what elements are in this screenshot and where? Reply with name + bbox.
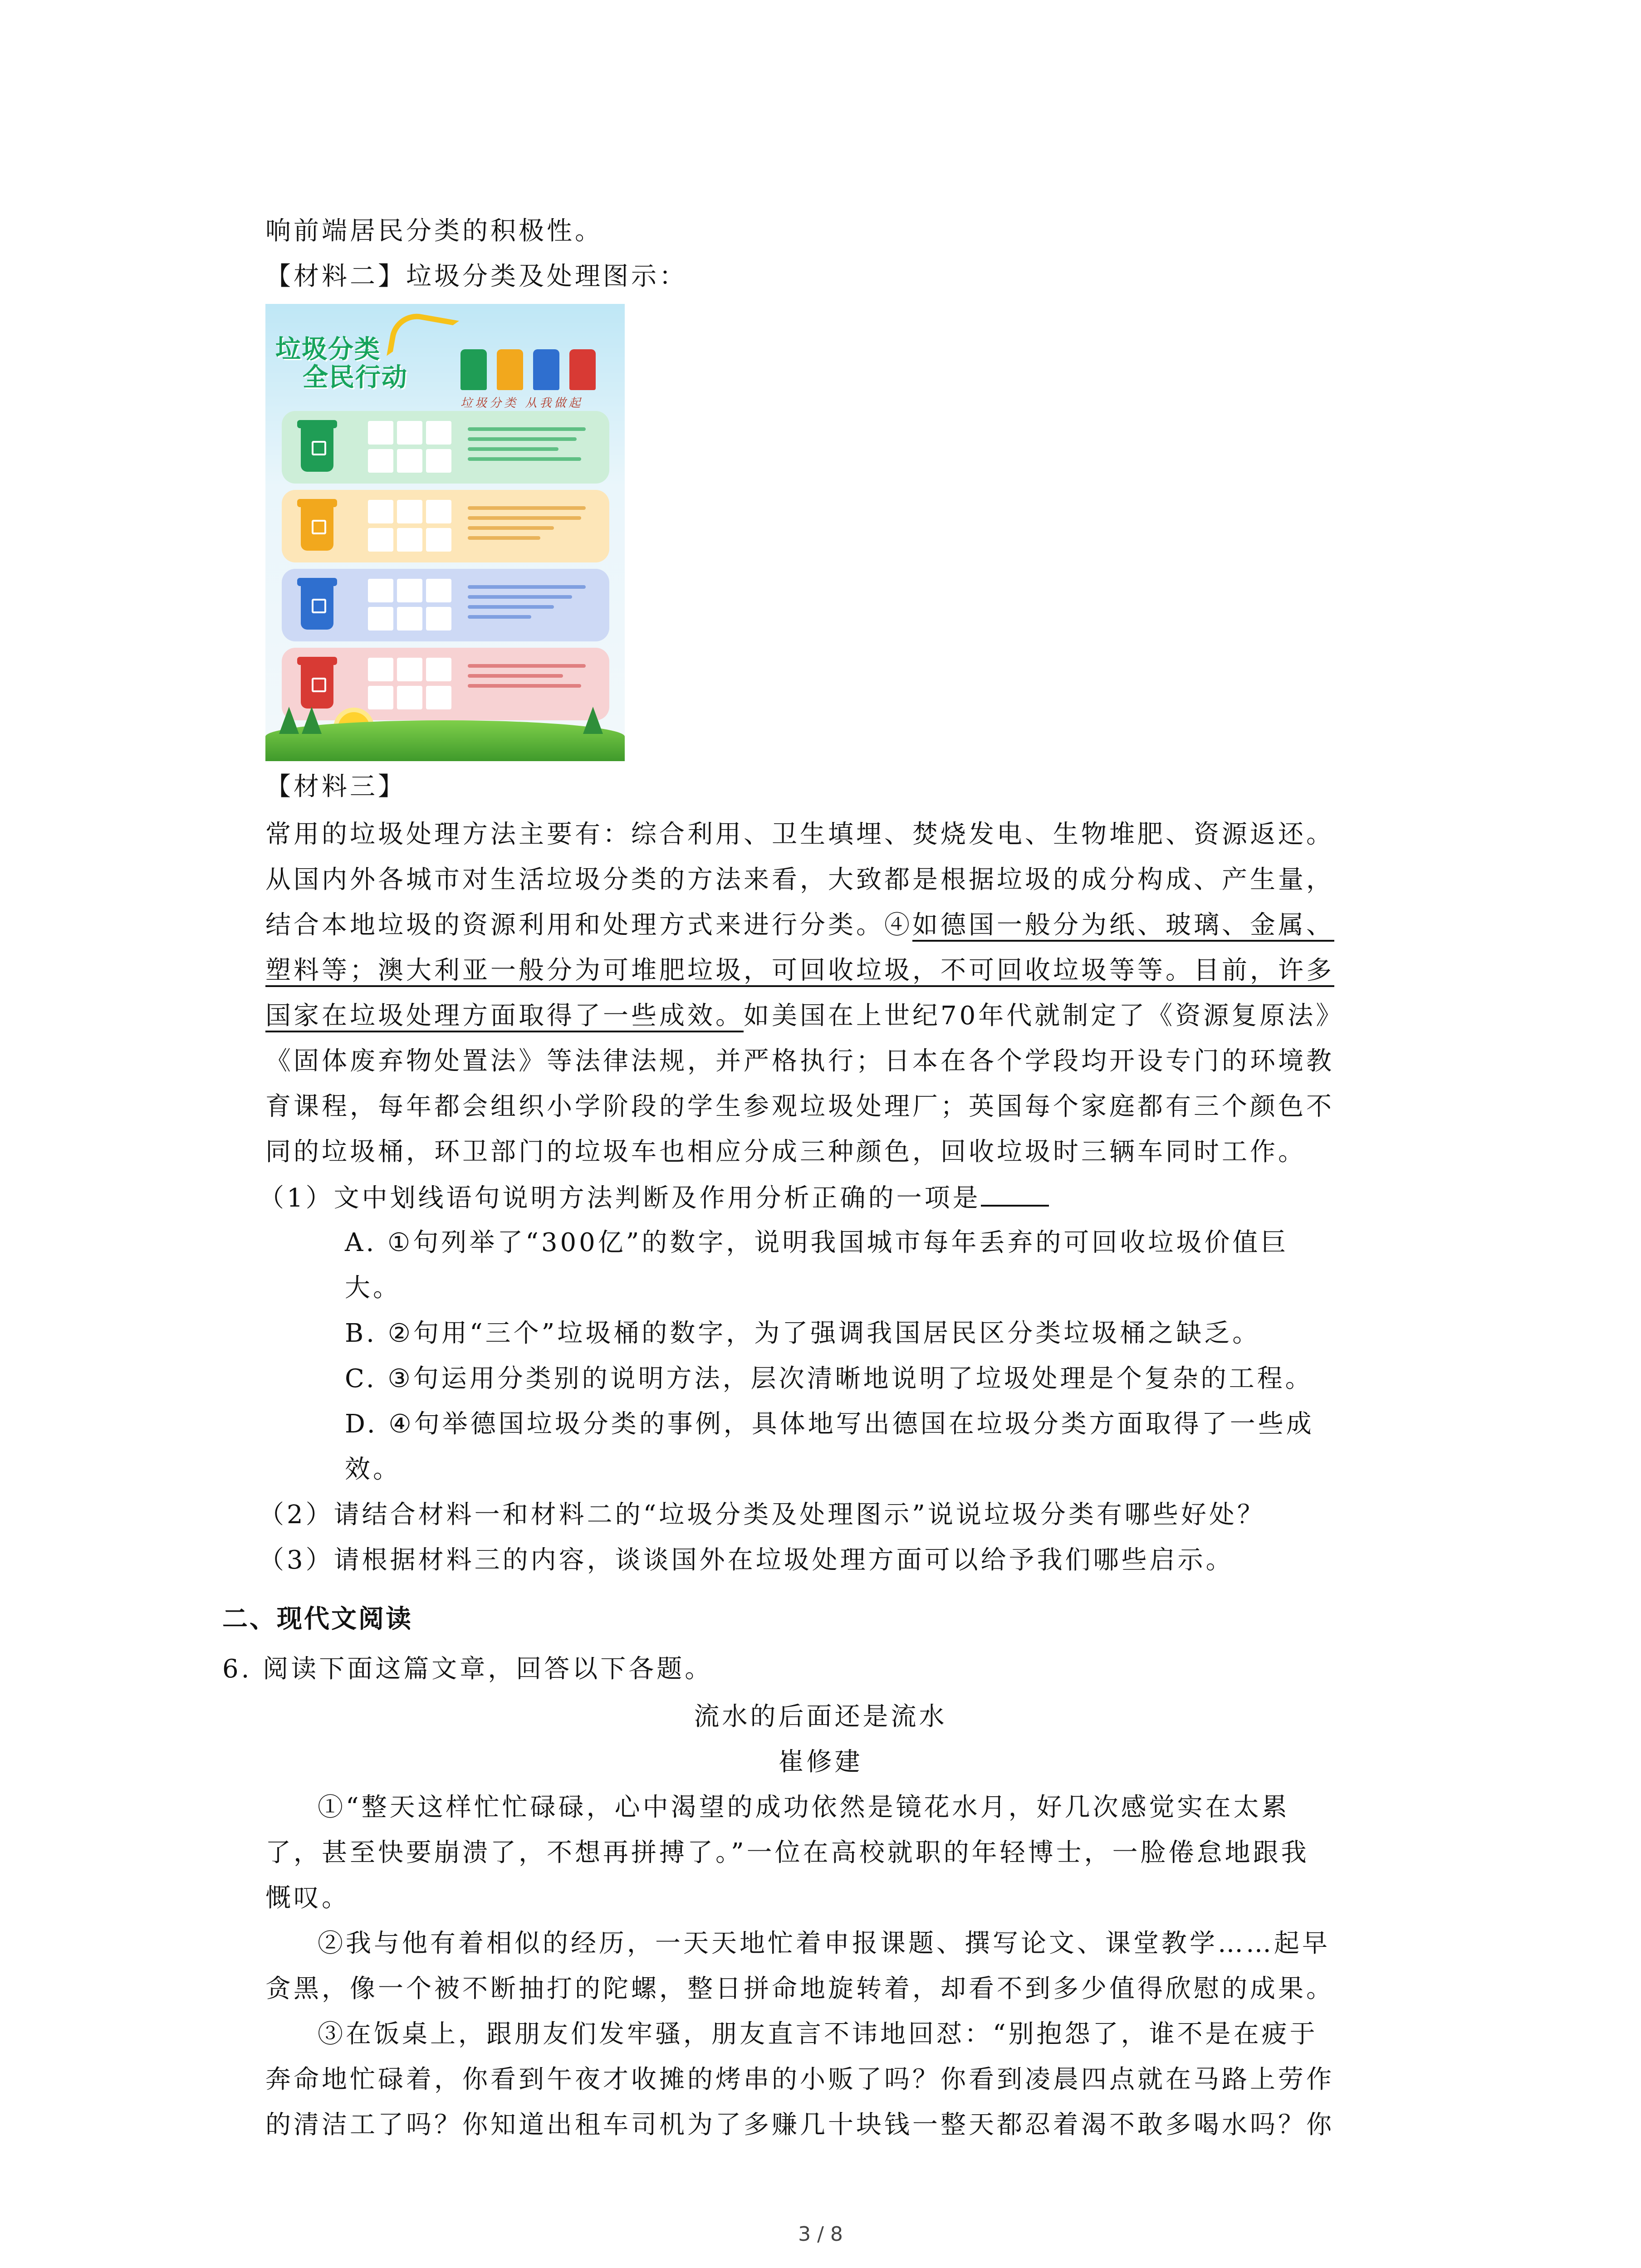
question-1-text: （1）文中划线语句说明方法判断及作用分析正确的一项是 [259, 1183, 981, 1213]
underlined-sentence: 如德国一般分为纸、玻璃、金属、 [912, 910, 1334, 942]
option-a-continued: 大。 [345, 1273, 401, 1303]
poster-title-line-2: 全民行动 [303, 363, 408, 392]
answer-blank[interactable] [981, 1179, 1049, 1207]
hazardous-icons [368, 658, 455, 710]
recyclable-text [468, 585, 595, 625]
option-b: B. ②句用“三个”垃圾桶的数字，为了强调我国居民区分类垃圾桶之缺乏。 [345, 1319, 1261, 1348]
text-line [265, 998, 1344, 1034]
yellow-bin-icon [497, 349, 523, 390]
material-two-heading: 【材料二】垃圾分类及处理图示： [265, 262, 687, 291]
paragraph-3-line: 奔命地忙碌着，你看到午夜才收摊的烤串的小贩了吗？你看到凌晨四点就在马路上劳作 [265, 2065, 1334, 2094]
underlined-sentence: 国家在垃圾处理方面取得了一些成效。 [265, 1001, 744, 1032]
blue-bin-icon [533, 349, 559, 390]
question-2: （2）请结合材料一和材料二的“垃圾分类及处理图示”说说垃圾分类有哪些好处？ [259, 1500, 1265, 1530]
text-line [265, 907, 1334, 943]
recyclable-icons [368, 579, 455, 631]
poster-title-line-1: 垃圾分类 [275, 335, 381, 364]
hazardous-text [468, 664, 595, 694]
option-d-continued: 效。 [345, 1455, 401, 1484]
text-line: 《固体废弃物处置法》等法律法规，并严格执行；日本在各个学段均开设专门的环境教 [265, 1046, 1334, 1076]
paragraph-1-line: 慨叹。 [265, 1883, 350, 1913]
text-line: 常用的垃圾处理方法主要有：综合利用、卫生填埋、焚烧发电、生物堆肥、资源返还。 [265, 820, 1334, 849]
option-d: D. ④句举德国垃圾分类的事例，具体地写出德国在垃圾分类方面取得了一些成 [345, 1409, 1314, 1439]
tree-icon [302, 707, 322, 734]
paragraph-3-line: 的清洁工了吗？你知道出租车司机为了多赚几十块钱一整天都忍着渴不敢多喝水吗？你 [265, 2110, 1334, 2140]
text-line [265, 953, 1334, 989]
other-waste-text [468, 506, 595, 546]
text-segment: 如美国在上世纪70年代就制定了《资源复原法》 [744, 1001, 1344, 1031]
kitchen-waste-band [282, 411, 609, 484]
text-line: 同的垃圾桶，环卫部门的垃圾车也相应分成三种颜色，回收垃圾时三辆车同时工作。 [265, 1137, 1306, 1167]
other-waste-band [282, 490, 609, 562]
question-6: 6. 阅读下面这篇文章，回答以下各题。 [222, 1654, 713, 1684]
question-3: （3）请根据材料三的内容，谈谈国外在垃圾处理方面可以给予我们哪些启示。 [259, 1545, 1234, 1575]
text-line: 育课程，每年都会组织小学阶段的学生参观垃圾处理厂；英国每个家庭都有三个颜色不 [265, 1092, 1334, 1121]
option-c: C. ③句运用分类别的说明方法，层次清晰地说明了垃圾处理是个复杂的工程。 [345, 1364, 1313, 1393]
paragraph-3-line: ③在饭桌上，跟朋友们发牢骚，朋友直言不讳地回怼：“别抱怨了，谁不是在疲于 [318, 2019, 1318, 2049]
recyclable-band [282, 569, 609, 641]
section-heading: 二、现代文阅读 [222, 1604, 413, 1634]
kitchen-waste-bin-icon [301, 423, 333, 472]
text-line: 响前端居民分类的积极性。 [265, 216, 603, 246]
kitchen-waste-text [468, 427, 595, 467]
article-author: 崔修建 [778, 1747, 863, 1777]
tree-icon [583, 707, 603, 734]
red-bin-icon [569, 349, 596, 390]
garbage-sorting-poster [265, 304, 625, 761]
poster-title [275, 336, 408, 392]
article-title: 流水的后面还是流水 [694, 1702, 947, 1731]
other-waste-bin-icon [301, 502, 333, 551]
paragraph-2-line: 贪黑，像一个被不断抽打的陀螺，整日拼命地旋转着，却看不到多少值得欣慰的成果。 [265, 1974, 1334, 2004]
page-number: 3 / 8 [798, 2223, 843, 2246]
hazardous-band [282, 648, 609, 720]
paragraph-1-line: 了，甚至快要崩溃了，不想再拼搏了。”一位在高校就职的年轻博士，一脸倦怠地跟我 [265, 1838, 1309, 1867]
text-segment: 结合本地垃圾的资源利用和处理方式来进行分类。④ [265, 910, 912, 940]
option-a: A. ①句列举了“300亿”的数字，说明我国城市每年丢弃的可回收垃圾价值巨 [345, 1228, 1289, 1257]
green-bin-icon [460, 349, 487, 390]
recyclable-bin-icon [301, 581, 333, 630]
other-waste-icons [368, 500, 455, 552]
hazardous-bin-icon [301, 660, 333, 709]
tree-icon [279, 707, 299, 734]
poster-slogan: 垃圾分类 从我做起 [460, 396, 583, 410]
material-three-heading: 【材料三】 [265, 772, 406, 802]
text-line: 从国内外各城市对生活垃圾分类的方法来看，大致都是根据垃圾的成分构成、产生量， [265, 865, 1334, 894]
paragraph-1-line: ①“整天这样忙忙碌碌，心中渴望的成功依然是镜花水月，好几次感觉实在太累 [318, 1793, 1290, 1822]
underlined-sentence: 塑料等；澳大利亚一般分为可堆肥垃圾，可回收垃圾，不可回收垃圾等等。目前，许多 [265, 956, 1334, 987]
paragraph-2-line: ②我与他有着相似的经历，一天天地忙着申报课题、撰写论文、课堂教学……起早 [318, 1929, 1330, 1958]
kitchen-waste-icons [368, 421, 455, 474]
question-1 [259, 1179, 1049, 1217]
